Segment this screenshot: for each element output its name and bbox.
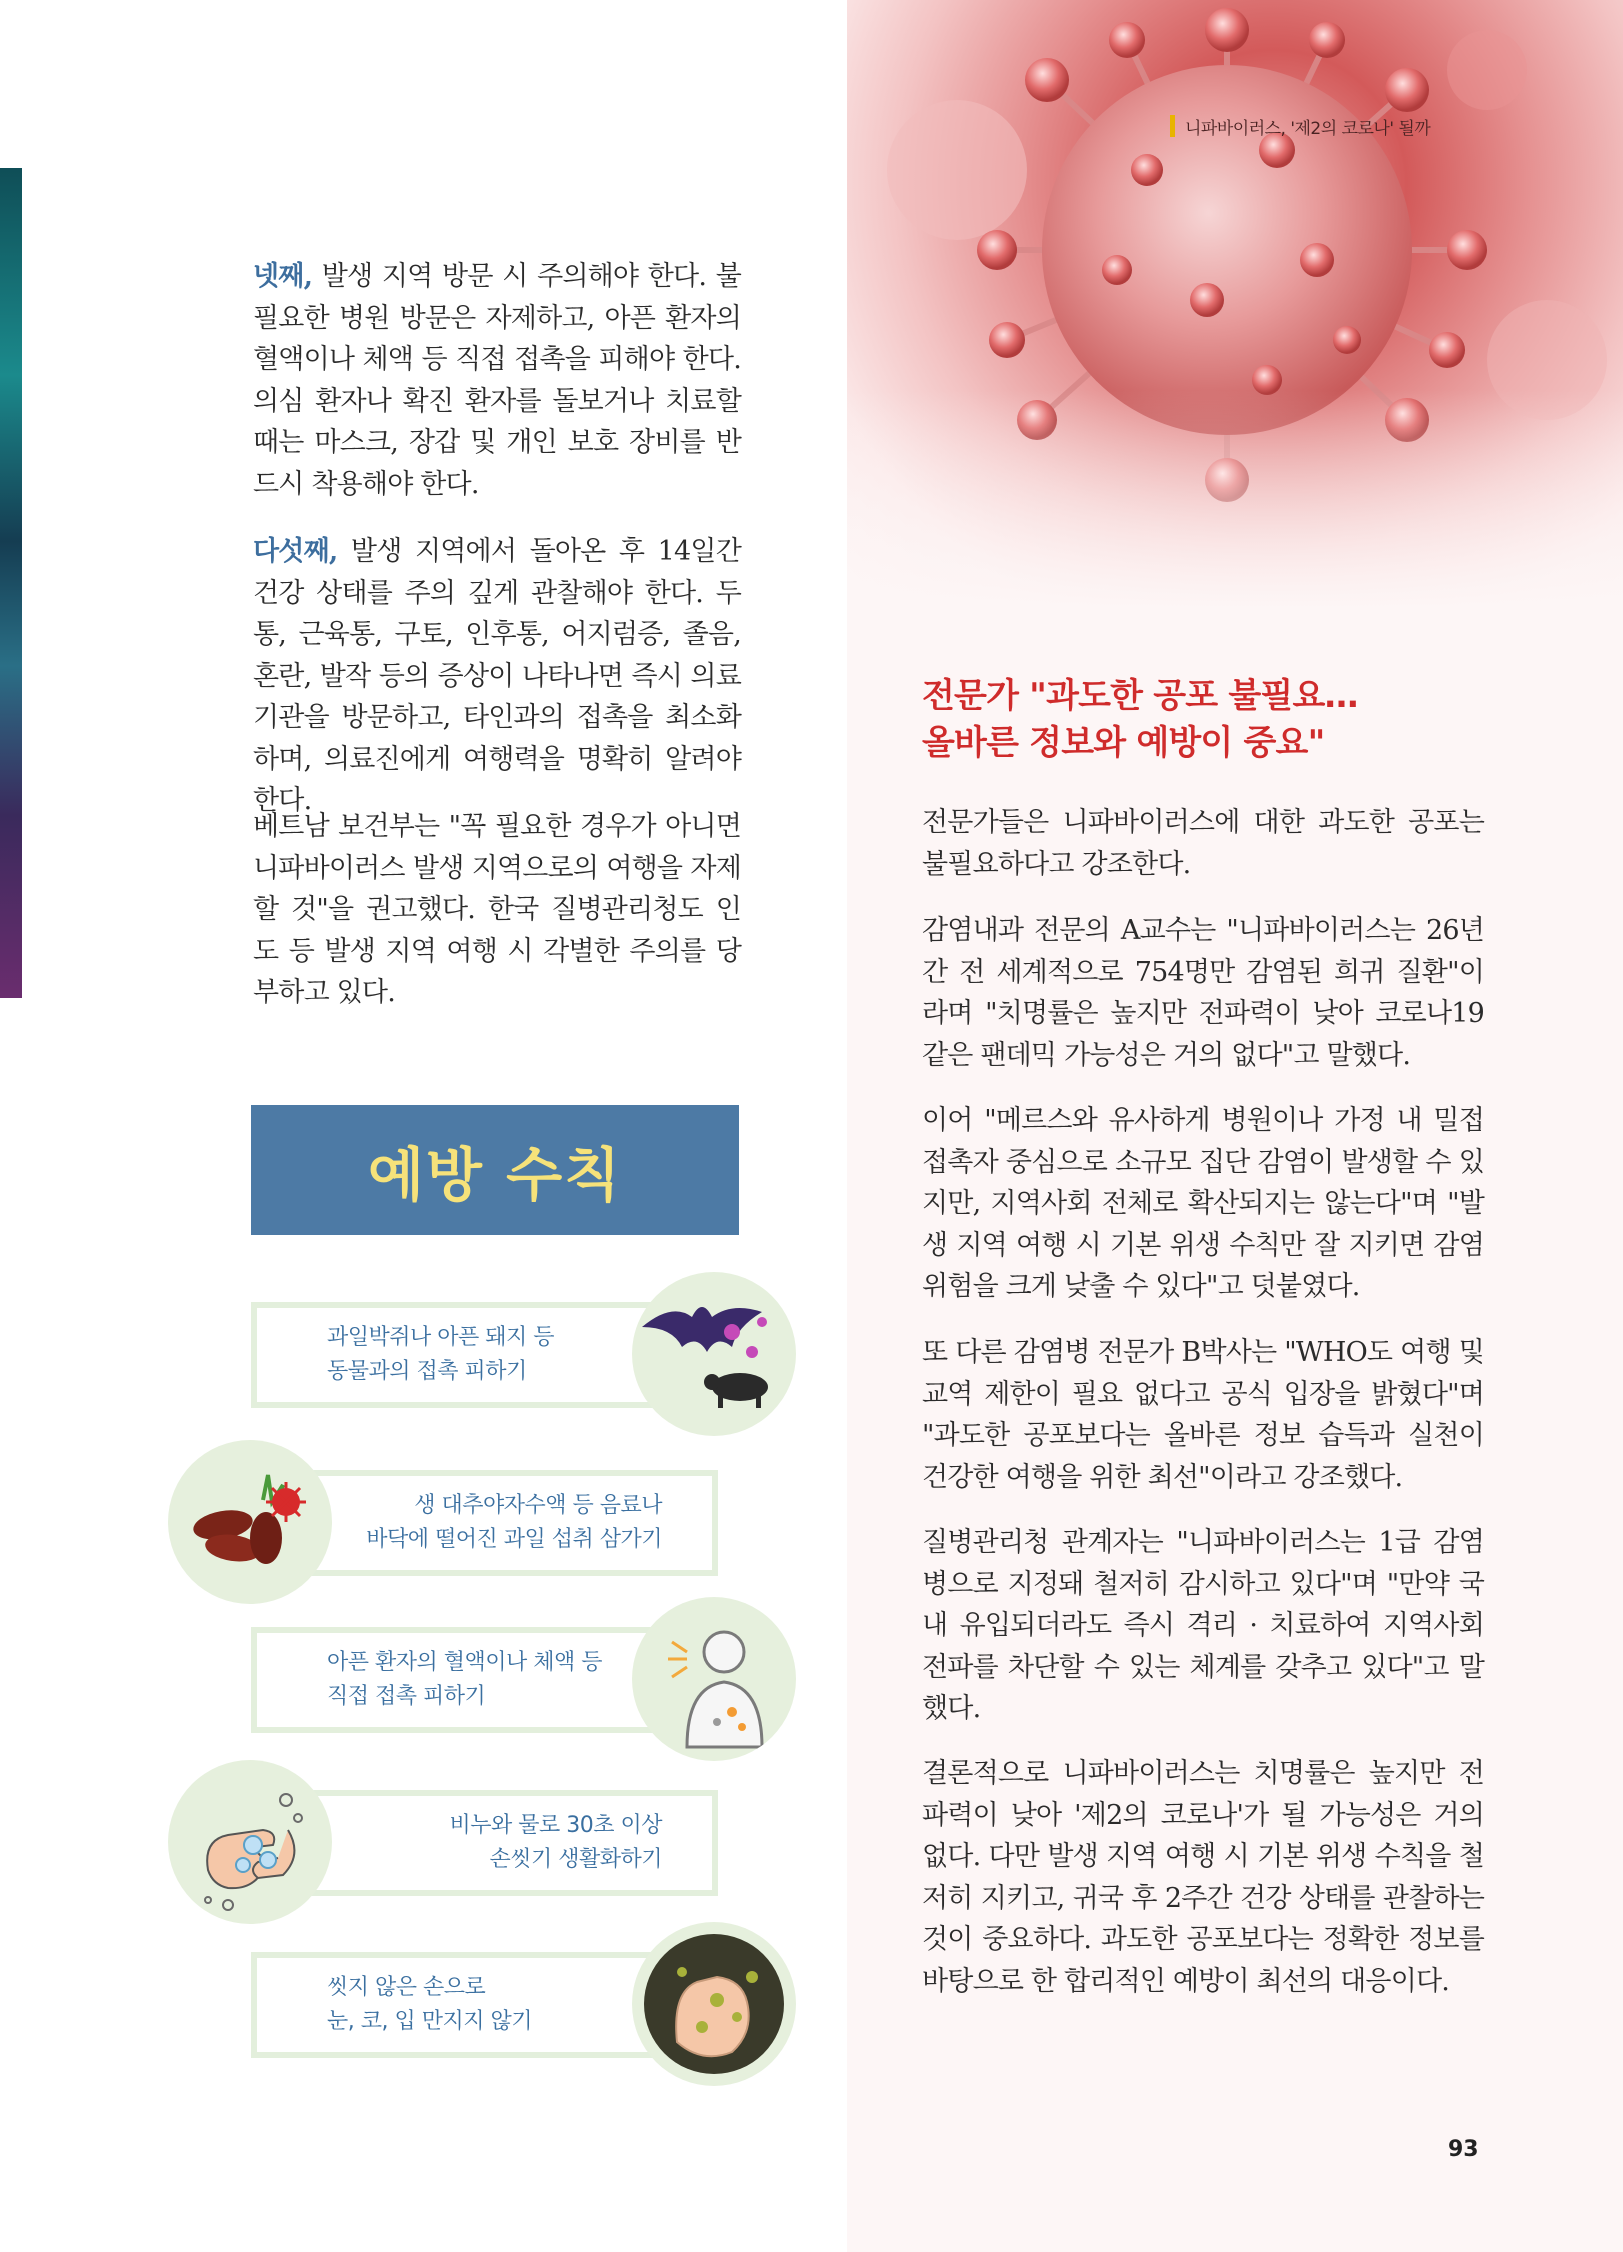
lead-fourth: 넷째, (253, 261, 313, 292)
tip-3-line2: 직접 접촉 피하기 (327, 1684, 486, 1709)
paragraph-fifth (253, 531, 741, 822)
lead-fifth: 다섯째, (253, 536, 338, 567)
running-header (1170, 113, 1430, 139)
sick-person-icon (632, 1597, 796, 1761)
dirty-hand-icon (632, 1922, 796, 2086)
tip-item-2 (268, 1470, 718, 1576)
right-paragraph-2: 감염내과 전문의 A교수는 "니파바이러스는 26년간 전 세계적으로 754명만 감염된 희귀 질환"이라며 "치명률은 높지만 전파력이 낮아 코로나19 같은 팬데믹 가능성은 거의 없다"고 말했다. (922, 915, 1484, 1071)
paragraph-fifth-text: 발생 지역에서 돌아온 후 14일간 건강 상태를 주의 깊게 관찰해야 한다. 두통, 근육통, 구토, 인후통, 어지럼증, 졸음, 혼란, 발작 등의 증상이 나타나면 즉시 의료기관을 방문하고, 타인과의 접촉을 최소화하며, 의료진에게 여행력을 명확히 알려야 한다. (253, 536, 741, 816)
tip-2-line1: 생 대추야자수액 등 음료나 (414, 1493, 662, 1518)
expert-heading (922, 673, 1482, 767)
bat-pig-icon (632, 1272, 796, 1436)
header-accent-bar (1170, 115, 1175, 137)
dates-virus-icon (168, 1440, 332, 1604)
tip-2-line2: 바닥에 떨어진 과일 섭취 삼가기 (366, 1527, 662, 1552)
right-paragraph-4: 또 다른 감염병 전문가 B박사는 "WHO도 여행 및 교역 제한이 필요 없다고 공식 입장을 밝혔다"며 "과도한 공포보다는 올바른 정보 습득과 실천이 건강한 여행을 위한 최선"이라고 강조했다. (922, 1337, 1484, 1493)
tip-1-line1: 과일박쥐나 아픈 돼지 등 (327, 1325, 555, 1350)
paragraph-fourth-text: 발생 지역 방문 시 주의해야 한다. 불필요한 병원 방문은 자제하고, 아픈 환자의 혈액이나 체액 등 직접 접촉을 피해야 한다. 의심 환자나 확진 환자를 돌보거나 치료할 때는 마스크, 장갑 및 개인 보호 장비를 반드시 착용해야 한다. (253, 261, 741, 500)
hand-washing-icon (168, 1760, 332, 1924)
tip-4-line1: 비누와 물로 30초 이상 (449, 1813, 662, 1838)
right-paragraph-6: 결론적으로 니파바이러스는 치명률은 높지만 전파력이 낮아 '제2의 코로나'가 될 가능성은 거의 없다. 다만 발생 지역 여행 시 기본 위생 수칙을 철저히 지키고, 귀국 후 2주간 건강 상태를 관찰하는 것이 중요하다. 과도한 공포보다는 정확한 정보를 바탕으로 한 합리적인 예방이 최선의 대응이다. (922, 1758, 1484, 1997)
tip-item-5 (251, 1952, 671, 2058)
tip-item-3 (251, 1627, 671, 1733)
tip-4-line2: 손씻기 생활화하기 (489, 1847, 662, 1872)
decorative-edge-strip (0, 168, 22, 998)
prevention-title-box (251, 1105, 739, 1235)
right-paragraph-1: 전문가들은 니파바이러스에 대한 과도한 공포는 불필요하다고 강조한다. (922, 807, 1484, 880)
tip-5-line2: 눈, 코, 입 만지지 않기 (327, 2009, 532, 2034)
tip-5-line1: 씻지 않은 손으로 (327, 1975, 486, 2000)
running-header-title: 니파바이러스, '제2의 코로나' 될까 (1185, 118, 1431, 139)
right-paragraph-5: 질병관리청 관계자는 "니파바이러스는 1급 감염병으로 지정돼 철저히 감시하고 있다"며 "만약 국내 유입되더라도 즉시 격리 · 치료하여 지역사회 전파를 차단할 수 있는 체계를 갖추고 있다"고 말했다. (922, 1527, 1484, 1724)
paragraph-fourth (253, 256, 741, 505)
right-paragraph-3: 이어 "메르스와 유사하게 병원이나 가정 내 밀접접촉자 중심으로 소규모 집단 감염이 발생할 수 있지만, 지역사회 전체로 확산되지는 않는다"며 "발생 지역 여행 시 기본 위생 수칙만 잘 지키면 감염 위험을 크게 낮출 수 있다"고 덧붙였다. (922, 1105, 1484, 1302)
paragraph-vietnam: 베트남 보건부는 "꼭 필요한 경우가 아니면 니파바이러스 발생 지역으로의 여행을 자제할 것"을 권고했다. 한국 질병관리청도 인도 등 발생 지역 여행 시 각별한 주의를 당부하고 있다. (253, 811, 741, 1008)
hero-fade (847, 390, 1623, 610)
tip-1-line2: 동물과의 접촉 피하기 (327, 1359, 527, 1384)
expert-heading-line2: 올바른 정보와 예방이 중요" (922, 723, 1325, 763)
prevention-title: 예방 수칙 (367, 1141, 623, 1209)
expert-heading-line1: 전문가 "과도한 공포 불필요… (922, 676, 1358, 716)
virus-hero-image (847, 0, 1623, 610)
tip-item-4 (268, 1790, 718, 1896)
tip-item-1 (251, 1302, 671, 1408)
page-number: 93 (1448, 2137, 1479, 2162)
tip-3-line1: 아픈 환자의 혈액이나 체액 등 (327, 1650, 602, 1675)
